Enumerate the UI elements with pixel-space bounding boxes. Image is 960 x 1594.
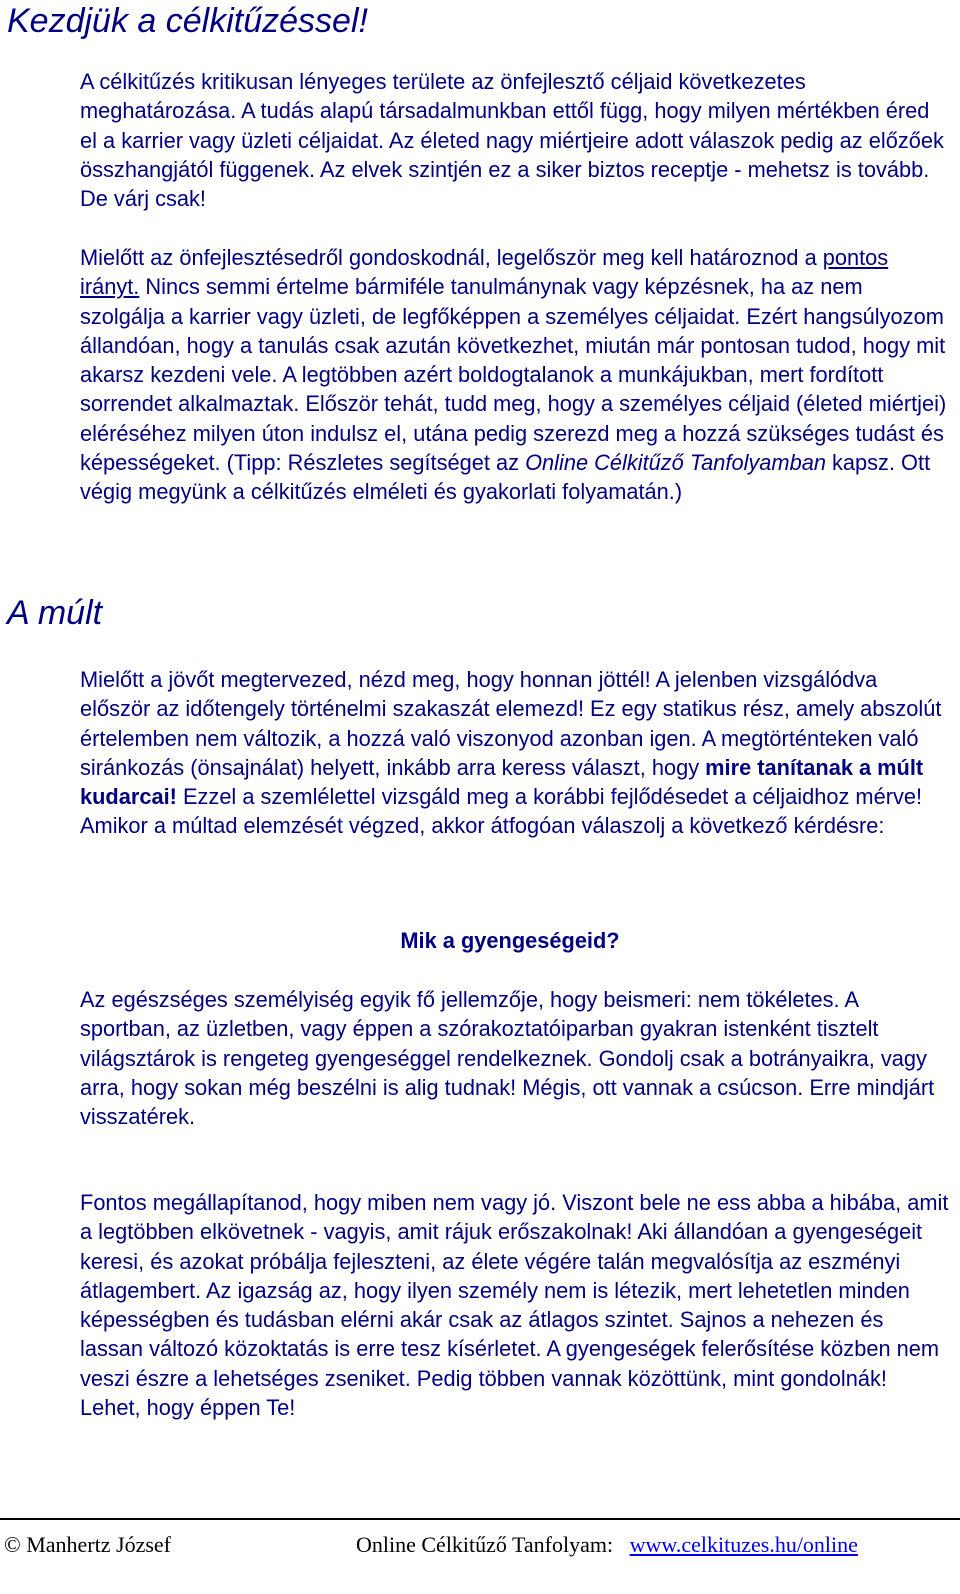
healthy-personality-paragraph: Az egészséges személyiség egyik fő jellemzője, hogy beismeri: nem tökéletes. A sportban, az üzletben, vagy éppen a szórakoztatóiparban gyakran istenként tisztelt világsztárok is rengeteg gyengeséggel rendelkeznek. Gondolj csak a botrányaikra, vagy arra, hogy sokan még beszélni is alig tudnak! Mégis, ott vannak a csúcson. Erre mindjárt visszatérek. — [80, 987, 935, 1130]
weakness-advice-paragraph: Fontos megállapítanod, hogy miben nem vagy jó. Viszont bele ne ess abba a hibába, amit a legtöbben elkövetnek - vagyis, amit rájuk erőszakolnak! Aki állandóan a gyengeségeit keresi, és azokat próbálja fejleszteni, az élete végére talán megvalósítja az eszményi átlagembert. Az igazság az, hogy ilyen személy nem is létezik, mert lehetetlen minden képességben és tudásban elérni akár csak az átlagos szintet. Sajnos a nehezen és lassan változó közoktatás is erre tesz kísérletet. A gyengeségek felerősítése közben nem veszi észre a lehetséges zseniket. Pedig többen vannak közöttünk, mint gondolnák! Lehet, hogy éppen Te! — [80, 1190, 949, 1421]
direction-underlined-text: pontos irányt. — [80, 245, 889, 300]
intro-paragraph: A célkitűzés kritikusan lényeges területe az önfejlesztő céljaid következetes meghatározása. A tudás alapú társadalmunkban ettől függ, hogy milyen mértékben éred el a karrier vagy üzleti céljaidat. Az életed nagy miértjeire adott válaszok pedig az előzőek összhangjától függenek. Az elvek szintjén ez a siker biztos receptje - mehetsz is tovább. De várj csak! — [80, 69, 944, 212]
direction-paragraph — [80, 243, 950, 507]
footer-course-label: Online Célkitűző Tanfolyam: — [356, 1532, 614, 1557]
footer-copyright: © Manhertz József — [4, 1532, 171, 1557]
direction-tail: kapsz. Ott végig megyünk a célkitűzés elméleti és gyakorlati folyamatán.) — [80, 450, 931, 505]
past-tail: Ezzel a szemlélettel vizsgáld meg a korábbi fejlődésedet a céljaidhoz mérve! Amikor a múltad elemzését végzed, akkor átfogóan válaszolj a következő kérdésre: — [80, 784, 923, 839]
weakness-question: Mik a gyengeségeid? — [400, 928, 620, 953]
page-heading: Kezdjük a célkitűzéssel! — [7, 2, 368, 40]
footer-course — [356, 1530, 858, 1560]
footer-link[interactable]: www.celkituzes.hu/online — [629, 1532, 858, 1557]
footer-divider — [0, 1518, 960, 1520]
section-heading-past: A múlt — [7, 594, 103, 632]
past-paragraph — [80, 665, 950, 841]
past-bold-text: mire tanítanak a múlt kudarcai! — [80, 754, 924, 810]
direction-lead: Mielőtt az önfejlesztésedről gondoskodnál, legelőször meg kell határoznod a — [80, 245, 823, 270]
course-name-italic: Online Célkitűző Tanfolyamban — [525, 450, 826, 476]
past-lead: Mielőtt a jövőt megtervezed, nézd meg, hogy honnan jöttél! A jelenben vizsgálódva először az időtengely történelmi szakaszát elemezd! Ez egy statikus rész, amely abszolút értelemben nem változik, a hozzá való viszonyod azonban igen. A megtörténteken való siránkozás (önsajnálat) helyett, inkább arra keress választ, hogy — [80, 667, 942, 780]
direction-body: Nincs semmi értelme bármiféle tanulmánynak vagy képzésnek, ha az nem szolgálja a karrier vagy üzleti, de legfőképpen a személyes céljaidat. Ezért hangsúlyozom állandóan, hogy a tanulás csak azután következhet, miután már pontosan tudod, hogy mit akarsz kezdeni vele. A legtöbben azért boldogtalanok a munkájukban, mert fordított sorrendet alkalmaztak. Először tehát, tudd meg, hogy a személyes céljaid (életed miértjei) eléréséhez milyen úton indulsz el, utána pedig szerezd meg a hozzá szükséges tudást és képességeket. (Tipp: Részletes segítséget az — [80, 274, 947, 476]
